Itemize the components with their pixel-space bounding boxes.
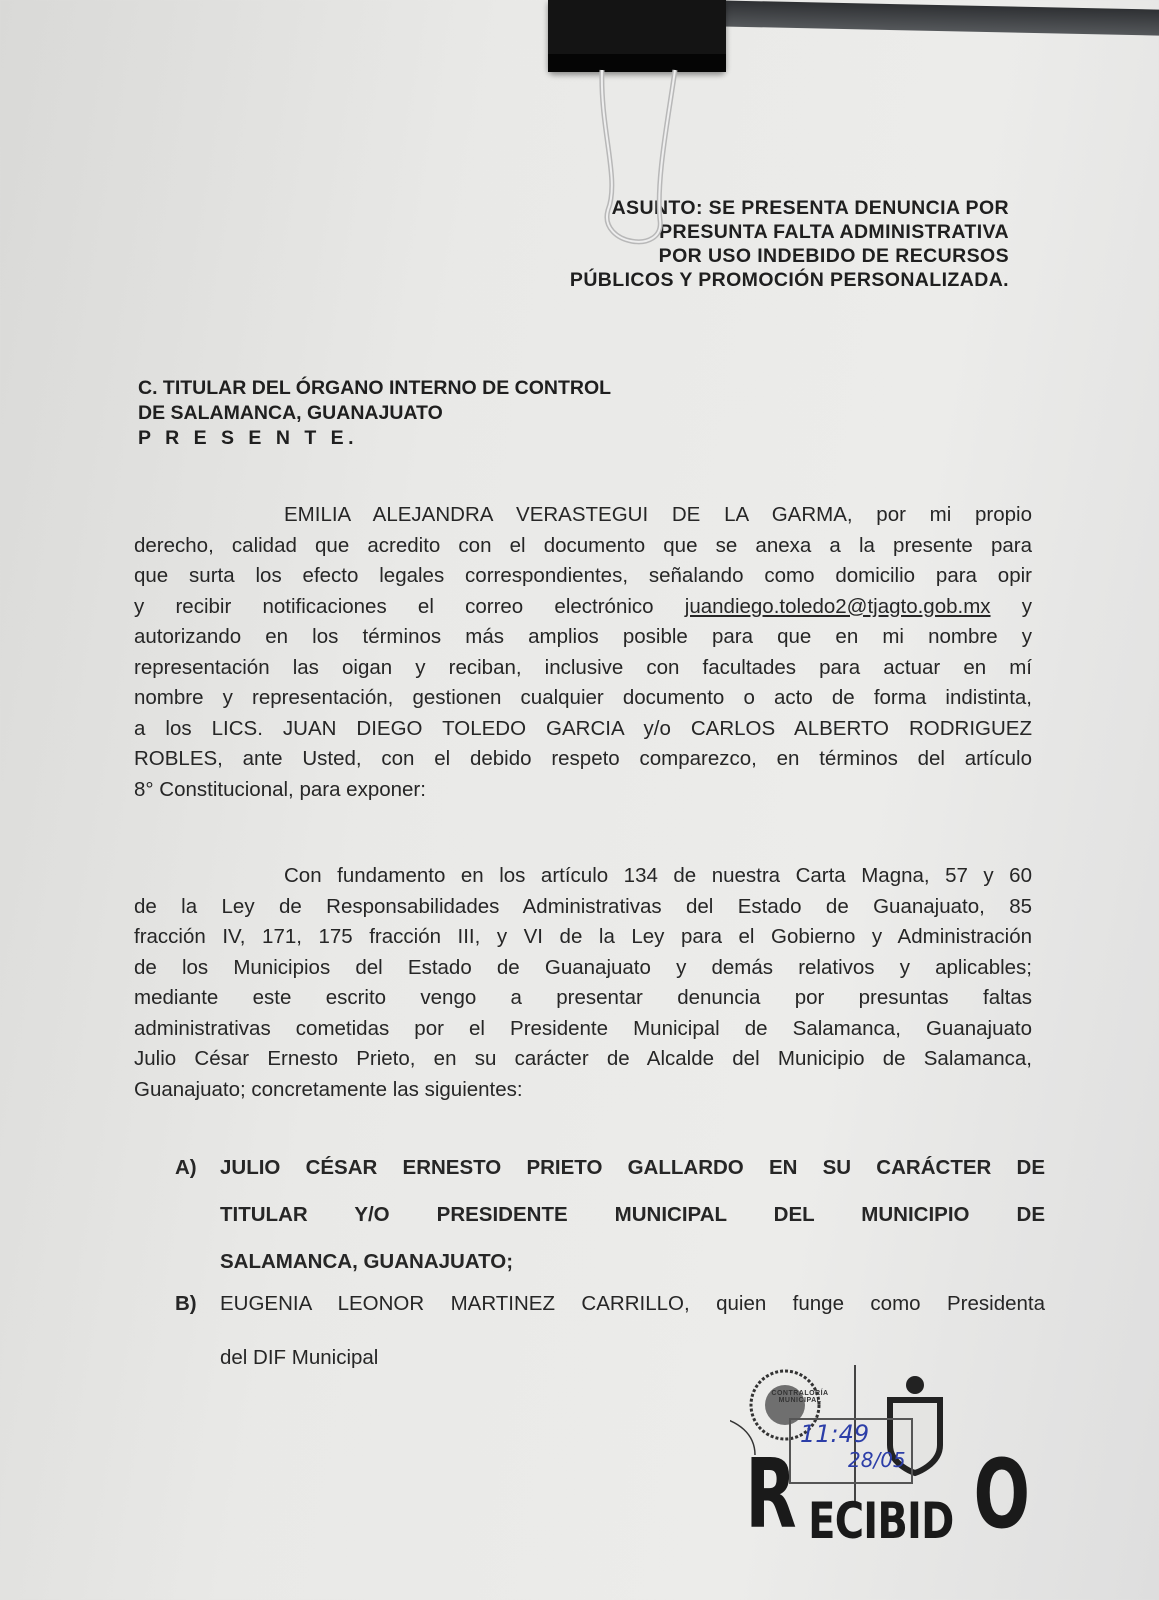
text-line-email xyxy=(134,592,1032,623)
text-fragment: y recibir notificaciones el correo electrónico xyxy=(134,594,685,618)
text-line: SALAMANCA, GUANAJUATO; xyxy=(220,1250,514,1273)
text-line: autorizando en los términos más amplios posible para que en mi nombre y xyxy=(134,625,1032,648)
list-marker: A) xyxy=(175,1156,197,1179)
text-line: Julio César Ernesto Prieto, en su carácter de Alcalde del Municipio de Salamanca, xyxy=(134,1047,1032,1070)
seal-label: CONTRALORÍA MUNICIPAL xyxy=(771,1390,829,1404)
text-line: nombre y representación, gestionen cualquier documento o acto de forma indistinta, xyxy=(134,686,1032,709)
addressee-block xyxy=(138,376,611,451)
text-line: derecho, calidad que acredito con el documento que se anexa a la presente para xyxy=(134,533,1032,557)
subject-line: PRESUNTA FALTA ADMINISTRATIVA xyxy=(659,221,1009,243)
text-line: JULIO CÉSAR ERNESTO PRIETO GALLARDO EN SU CARÁCTER DE xyxy=(220,1156,1045,1179)
text-line: Guanajuato; concretamente las siguientes: xyxy=(134,1077,523,1101)
text-line: fracción IV, 171, 175 fracción III, y VI de la Ley para el Gobierno y Administración xyxy=(134,925,1032,948)
email-link[interactable]: juandiego.toledo2@tjagto.gob.mx xyxy=(684,594,991,618)
text-line: mediante este escrito vengo a presentar denuncia por presuntas faltas xyxy=(134,986,1032,1009)
addressee-location: DE SALAMANCA, GUANAJUATO xyxy=(138,402,443,424)
text-line: de la Ley de Responsabilidades Administrativas del Estado de Guanajuato, 85 xyxy=(134,894,1032,918)
list-item-a xyxy=(175,1144,1045,1285)
text-line: a los LICS. JUAN DIEGO TOLEDO GARCIA y/o CARLOS ALBERTO RODRIGUEZ xyxy=(134,716,1032,740)
text-line: de los Municipios del Estado de Guanajuato y demás relativos y aplicables; xyxy=(134,955,1032,979)
text-line: administrativas cometidas por el Presidente Municipal de Salamanca, Guanajuato xyxy=(134,1016,1032,1040)
paragraph-legal-basis xyxy=(134,861,1032,1105)
text-line: EUGENIA LEONOR MARTINEZ CARRILLO, quien funge como Presidenta xyxy=(220,1292,1045,1315)
subject-line: PÚBLICOS Y PROMOCIÓN PERSONALIZADA. xyxy=(569,269,1009,291)
addressee-presente: P R E S E N T E. xyxy=(138,427,359,449)
addressee-title: C. TITULAR DEL ÓRGANO INTERNO DE CONTROL xyxy=(138,377,612,399)
text-line: 8° Constitucional, para exponer: xyxy=(134,777,426,801)
stamp-letter: O xyxy=(973,1440,1028,1550)
text-line: TITULAR Y/O PRESIDENTE MUNICIPAL DEL MUNICIPIO DE xyxy=(220,1203,1045,1226)
handwritten-date: 28/05 xyxy=(848,1448,906,1472)
text-line: que surta los efecto legales correspondientes, señalando como domicilio para opir xyxy=(134,564,1032,587)
stamp-letters: ECIBID xyxy=(808,1492,954,1550)
text-line: Con fundamento en los artículo 134 de nuestra Carta Magna, 57 y 60 xyxy=(284,864,1032,887)
text-line: ROBLES, ante Usted, con el debido respeto comparezco, en términos del artículo xyxy=(134,747,1032,770)
paragraph-introduction xyxy=(134,500,1032,805)
list-marker: B) xyxy=(175,1292,197,1315)
text-fragment: y xyxy=(990,594,1032,618)
handwritten-time: 11:49 xyxy=(800,1420,870,1448)
subject-line: ASUNTO: SE PRESENTA DENUNCIA POR xyxy=(611,197,1009,219)
text-line: del DIF Municipal xyxy=(220,1346,379,1369)
text-line: representación las oigan y reciban, inclusive con facultades para actuar en mí xyxy=(134,655,1032,679)
text-line: EMILIA ALEJANDRA VERASTEGUI DE LA GARMA, por mi propio xyxy=(284,503,1032,526)
subject-line: POR USO INDEBIDO DE RECURSOS xyxy=(658,245,1009,267)
binder-clip-wire xyxy=(590,60,700,260)
background-edge xyxy=(700,0,1159,36)
stamp-letter: R xyxy=(745,1440,794,1550)
